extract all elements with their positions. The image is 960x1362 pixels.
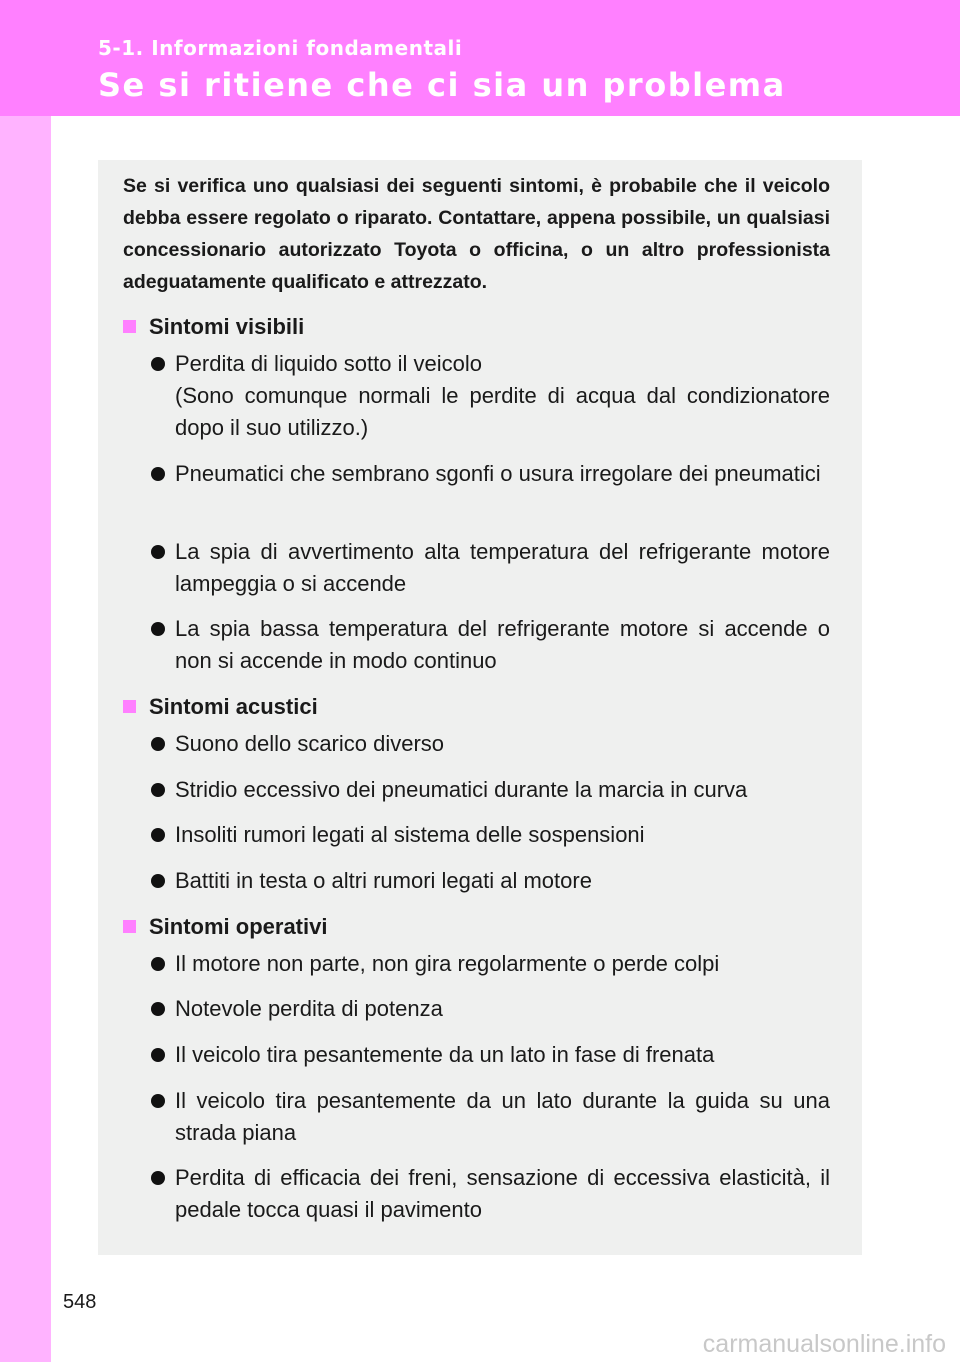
section-heading-acustici: [123, 691, 318, 723]
circle-bullet-icon: [151, 737, 165, 751]
circle-bullet-icon: [151, 957, 165, 971]
list-item: [151, 865, 830, 897]
circle-bullet-icon: [151, 545, 165, 559]
list-item-text: Pneumatici che sembrano sgonfi o usura irregolare dei pneumatici: [175, 461, 821, 486]
list-item: [151, 819, 830, 851]
list-item-text: Battiti in testa o altri rumori legati al motore: [175, 868, 592, 893]
side-strip: [0, 116, 51, 1362]
section-heading-label: Sintomi operativi: [149, 914, 328, 939]
circle-bullet-icon: [151, 357, 165, 371]
section-label: 5-1. Informazioni fondamentali: [98, 36, 463, 60]
list-item: [151, 1039, 830, 1071]
list-item-text: Perdita di efficacia dei freni, sensazione di eccessiva elasticità, il pedale tocca quasi il pavimento: [175, 1165, 830, 1222]
list-item-text: Suono dello scarico diverso: [175, 731, 445, 756]
list-item: [151, 348, 830, 444]
list-item-text: Perdita di liquido sotto il veicolo: [175, 351, 482, 376]
watermark: carmanualsonline.info: [702, 1330, 946, 1358]
section-heading-visibili: [123, 311, 304, 343]
list-item: [151, 728, 830, 760]
intro-paragraph: Se si verifica uno qualsiasi dei seguenti sintomi, è probabile che il veicolo debba essere regolato o riparato. Contattare, appena possibile, un qualsiasi concessionario autorizzato Toyota o officina, o un altro professionista adeguatamente qualificato e attrezzato.: [123, 175, 830, 293]
list-item: [151, 613, 830, 677]
circle-bullet-icon: [151, 874, 165, 888]
circle-bullet-icon: [151, 783, 165, 797]
section-heading-label: Sintomi visibili: [149, 314, 305, 339]
list-item: [151, 948, 830, 980]
list-item-note: (Sono comunque normali le perdite di acqua dal condizionatore dopo il suo utilizzo.): [175, 383, 830, 440]
circle-bullet-icon: [151, 1002, 165, 1016]
circle-bullet-icon: [151, 1048, 165, 1062]
square-bullet-icon: [123, 320, 136, 333]
list-item-text: Notevole perdita di potenza: [175, 996, 443, 1021]
list-item: [151, 458, 830, 490]
section-heading-operativi: [123, 911, 327, 943]
list-item: [151, 993, 830, 1025]
list-item: [151, 774, 830, 806]
circle-bullet-icon: [151, 1171, 165, 1185]
chapter-header: [0, 0, 960, 116]
list-item-text: Il motore non parte, non gira regolarmente o perde colpi: [175, 951, 720, 976]
section-heading-label: Sintomi acustici: [149, 694, 318, 719]
page-number: 548: [63, 1291, 97, 1313]
list-item-text: La spia bassa temperatura del refrigerante motore si accende o non si accende in modo continuo: [175, 616, 830, 673]
list-item-text: Insoliti rumori legati al sistema delle sospensioni: [175, 822, 645, 847]
circle-bullet-icon: [151, 622, 165, 636]
circle-bullet-icon: [151, 1094, 165, 1108]
list-item-text: La spia di avvertimento alta temperatura del refrigerante motore lampeggia o si accende: [175, 539, 830, 596]
square-bullet-icon: [123, 700, 136, 713]
list-item-text: Il veicolo tira pesantemente da un lato durante la guida su una strada piana: [175, 1088, 830, 1145]
list-item: [151, 536, 830, 600]
square-bullet-icon: [123, 920, 136, 933]
list-item-text: Il veicolo tira pesantemente da un lato in fase di frenata: [175, 1042, 715, 1067]
circle-bullet-icon: [151, 828, 165, 842]
page-title: Se si ritiene che ci sia un problema: [98, 66, 786, 104]
list-item: [151, 1085, 830, 1149]
list-item-text: Stridio eccessivo dei pneumatici durante la marcia in curva: [175, 777, 748, 802]
circle-bullet-icon: [151, 467, 165, 481]
list-item: [151, 1162, 830, 1226]
